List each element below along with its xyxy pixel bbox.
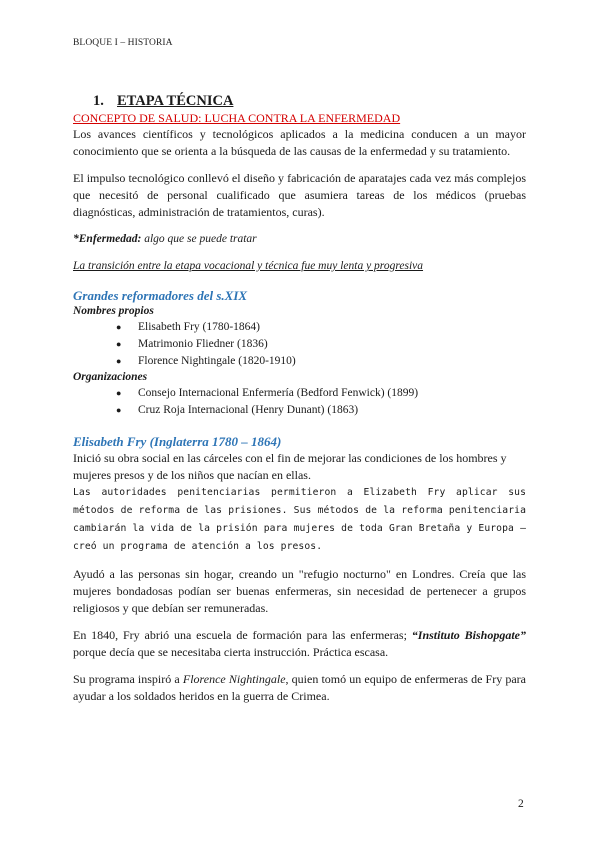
list-item — [73, 319, 526, 336]
fry-paragraph-5-end: , quien tomó un equipo de enfermeras de Fry para ayudar a los soldados heridos en la guerra de Crimea. — [73, 672, 526, 703]
intro-paragraph-2: El impulso tecnológico conllevó el diseño y fabricación de aparatajes cada vez más complejos que necesitó de personal cualificado que asumiera tareas de los médicos (pruebas diagnósticas, administración de tratamientos, curas). — [73, 171, 526, 219]
transition-note: La transición entre la etapa vocacional y técnica fue muy lenta y progresiva — [73, 260, 424, 272]
names-subheading: Nombres propios — [73, 305, 154, 317]
concept-heading: CONCEPTO DE SALUD: LUCHA CONTRA LA ENFERMEDAD — [73, 111, 401, 125]
fry-paragraph-mono: Las autoridades penitenciarias permitieron a Elizabeth Fry aplicar sus métodos de reforma de las prisiones. Sus métodos de la reforma penitenciaria cambiarán la vida de la prisión para mujeres de toda Gran Bretaña y Europa – creó un programa de atención a los presos. — [73, 487, 526, 552]
list-item — [73, 402, 526, 419]
bullet-icon: ● — [116, 405, 122, 415]
fry-paragraph-1: Inició su obra social en las cárceles con el fin de mejorar las condiciones de los hombres y mujeres presos y de los niños que nacían en ellas. — [73, 451, 507, 482]
list-item-text: Florence Nightingale (1820-1910) — [138, 355, 296, 367]
list-item — [73, 353, 526, 370]
list-item-text: Cruz Roja Internacional (Henry Dunant) (1863) — [138, 404, 359, 416]
list-item-text: Elisabeth Fry (1780-1864) — [138, 321, 261, 333]
page-content — [73, 92, 526, 705]
orgs-list — [73, 385, 526, 419]
page-header: BLOQUE I – HISTORIA — [73, 38, 173, 48]
fry-paragraph-4-end: porque decía que se necesitaba cierta instrucción. Práctica escasa. — [73, 645, 389, 659]
disease-note-text: algo que se puede tratar — [141, 233, 257, 245]
page-number: 2 — [518, 798, 524, 810]
section-number: 1. — [93, 93, 104, 109]
fry-paragraph-3: Ayudó a las personas sin hogar, creando un "refugio nocturno" en Londres. Creía que las mujeres bondadosas podían ser buenas enfermeras, sin necesidad de pertenecer a grupos religiosos y que debían ser remuneradas. — [73, 567, 526, 615]
bullet-icon: ● — [116, 339, 122, 349]
fry-paragraph-4-start: En 1840, Fry abrió una escuela de formación para las enfermeras; — [73, 628, 412, 642]
list-item-text: Consejo Internacional Enfermería (Bedford Fenwick) (1899) — [138, 387, 419, 399]
disease-note-label: *Enfermedad: — [73, 233, 142, 245]
disease-note — [73, 231, 526, 248]
fry-paragraph-5-start: Su programa inspiró a — [73, 672, 183, 686]
fry-paragraph-4 — [73, 627, 526, 661]
list-item — [73, 385, 526, 402]
intro-paragraph-1: Los avances científicos y tecnológicos aplicados a la medicina conducen a un mayor conocimiento que se orienta a la búsqueda de las causas de la enfermedad y su tratamiento. — [73, 127, 526, 158]
orgs-subheading: Organizaciones — [73, 371, 148, 383]
bullet-icon: ● — [116, 388, 122, 398]
nightingale-name: Florence Nightingale — [182, 672, 286, 686]
bullet-icon: ● — [116, 356, 122, 366]
bullet-icon: ● — [116, 322, 122, 332]
fry-paragraph-5 — [73, 671, 526, 705]
section-title-text: ETAPA TÉCNICA — [117, 93, 234, 109]
list-item-text: Matrimonio Fliedner (1836) — [138, 338, 268, 350]
section-title — [93, 92, 526, 110]
names-list — [73, 319, 526, 370]
bishopgate-institute: “Instituto Bishopgate” — [411, 628, 526, 642]
reformers-heading: Grandes reformadores del s.XIX — [73, 288, 248, 303]
fry-heading: Elisabeth Fry (Inglaterra 1780 – 1864) — [73, 434, 282, 449]
list-item — [73, 336, 526, 353]
